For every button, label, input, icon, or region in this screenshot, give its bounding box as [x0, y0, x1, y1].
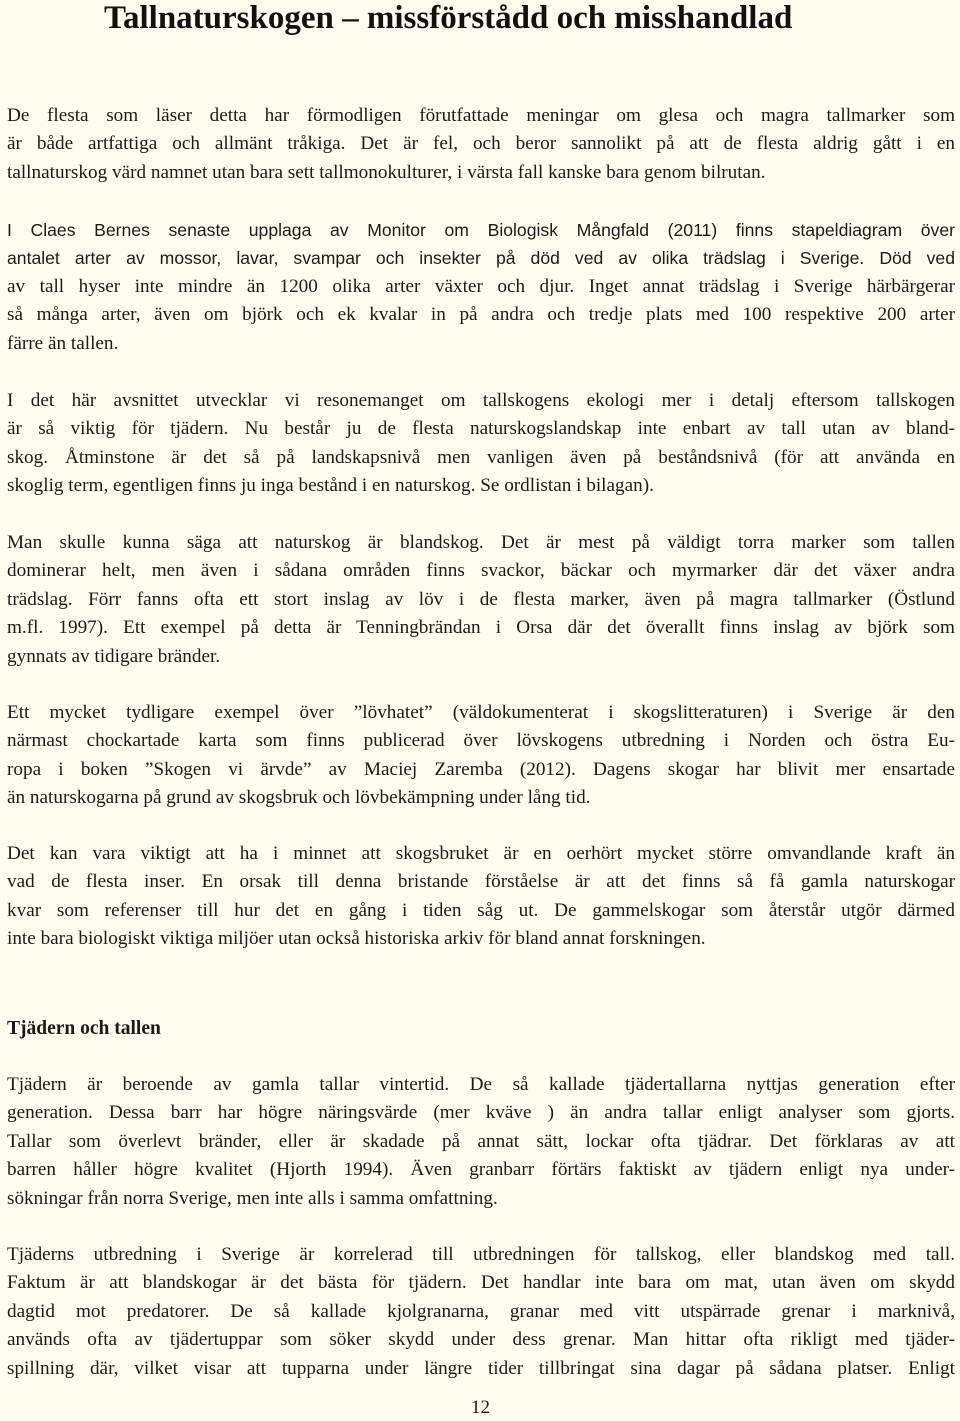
text-line: kvar som referenser till hur det en gång i tiden såg ut. De gammelskogar som återstår utgör därmed [7, 899, 955, 921]
text-line: Ett mycket tydligare exempel över ”lövhatet” (väldokumenterat i skogslitteraturen) i Sverige är den [7, 702, 955, 723]
text-line: av tall hyser inte mindre än 1200 olika arter växter och djur. Inget annat trädslag i Sverige härbärgerar [7, 275, 955, 297]
text-line: så många arter, även om björk och ek kvalar in på andra och tredje plats med 100 respektive 200 arter [7, 304, 955, 326]
text-line: gynnats av tidigare bränder. [7, 645, 221, 667]
paragraph-skogsbruk [7, 840, 955, 954]
paragraph-ecology [7, 387, 955, 501]
text-line: Man skulle kunna säga att naturskog är blandskog. Det är mest på väldigt torra marker som tallen [7, 532, 955, 553]
text-line: I det här avsnittet utvecklar vi resonemanget om tallskogens ekologi mer i detalj eftersom tallskogen [7, 390, 955, 411]
paragraph-monitor [7, 216, 955, 358]
text-line: än naturskogarna på grund av skogsbruk och lövbekämpning under lång tid. [7, 787, 591, 809]
text-line: I Claes Bernes senaste upplaga av Monitor om Biologisk Mångfald (2011) finns stapeldiagram över [7, 220, 955, 240]
text-line: sökningar från norra Sverige, men inte alls i samma omfattning. [7, 1187, 498, 1209]
text-line: dagtid mot predatorer. De så kallade kjolgranarna, granar med vitt utspärrade grenar i marknivå, [7, 1300, 955, 1322]
text-line: Det kan vara viktigt att ha i minnet att skogsbruket är en oerhört mycket större omvandlande kraft än [7, 843, 955, 864]
text-line: tallnaturskog värd namnet utan bara sett tallmonokulturer, i värsta fall kanske bara genom bilrutan. [7, 161, 766, 183]
text-line: Tallar som överlevt bränder, eller är skadade på annat sätt, lockar ofta tjädrar. Det förklaras av att [7, 1130, 955, 1152]
page-title: Tallnaturskogen – missförstådd och misshandlad [104, 0, 793, 36]
text-line: vad de flesta inser. En orsak till denna bristande förståelse är att det finns så få gamla naturskogar [7, 871, 955, 893]
text-line: är så viktig för tjädern. Nu består ju de flesta naturskogslandskap inte enbart av tall utan av bland- [7, 418, 955, 440]
text-line: är både artfattiga och allmänt tråkiga. Det är fel, och beror sannolikt på att de flesta aldrig gått i en [7, 133, 955, 155]
paragraph-tjadertallar [7, 1071, 955, 1213]
text-line: Tjäderns utbredning i Sverige är korrelerad till utbredningen för tallskog, eller blandskog med tall. [7, 1244, 955, 1265]
text-line: skog. Åtminstone är det så på landskapsnivå men vanligen även på beståndsnivå (för att använda en [7, 446, 955, 468]
text-line: barren håller högre kvalitet (Hjorth 1994). Även granbarr förtärs faktiskt av tjädern enligt nya under- [7, 1159, 955, 1181]
paragraph-blandskog [7, 529, 955, 671]
text-line: inte bara biologiskt viktiga miljöer utan också historiska arkiv för bland annat forskningen. [7, 928, 706, 950]
text-line: antalet arter av mossor, lavar, svampar och insekter på död ved av olika trädslag i Sverige. Död ved [7, 248, 955, 269]
text-line: används ofta av tjädertuppar som söker skydd under dess grenar. Man hittar ofta rikligt med tjäder- [7, 1329, 955, 1351]
text-line: närmast chockartade karta som finns publicerad över lövskogens utbredning i Norden och östra Eu- [7, 730, 955, 752]
paragraph-utbredning [7, 1241, 955, 1383]
paragraph-lovhatet [7, 699, 955, 813]
text-line: trädslag. Förr fanns ofta ett stort inslag av löv i de flesta marker, även på magra tallmarker (Östlund [7, 588, 955, 610]
text-line: De flesta som läser detta har förmodligen förutfattade meningar om glesa och magra tallmarker som [7, 105, 955, 126]
text-line: skoglig term, egentligen finns ju inga bestånd i en naturskog. Se ordlistan i bilagan). [7, 475, 654, 497]
section-heading: Tjädern och tallen [7, 1018, 161, 1039]
text-line: generation. Dessa barr har högre näringsvärde (mer kväve ) än andra tallar enligt analyser som gjorts. [7, 1102, 955, 1124]
text-line: Faktum är att blandskogar är det bästa för tjädern. Det handlar inte bara om mat, utan även om skydd [7, 1272, 955, 1294]
text-line: m.fl. 1997). Ett exempel på detta är Tenningbrändan i Orsa där det överallt finns inslag av björk som [7, 617, 955, 639]
text-line: ropa i boken ”Skogen vi ärvde” av Maciej Zaremba (2012). Dagens skogar har blivit mer ensartade [7, 758, 955, 780]
page-number: 12 [471, 1397, 490, 1418]
text-line: färre än tallen. [7, 332, 119, 354]
text-line: spillning där, vilket visar att tupparna under längre tider tillbringat sina dagar på sådana platser. Enligt [7, 1357, 955, 1379]
text-line: Tjädern är beroende av gamla tallar vintertid. De så kallade tjädertallarna nyttjas generation efter [7, 1074, 955, 1095]
paragraph-intro [7, 102, 955, 187]
text-line: dominerar helt, men även i sådana områden finns svackor, bäckar och myrmarker där det växer andra [7, 560, 955, 582]
